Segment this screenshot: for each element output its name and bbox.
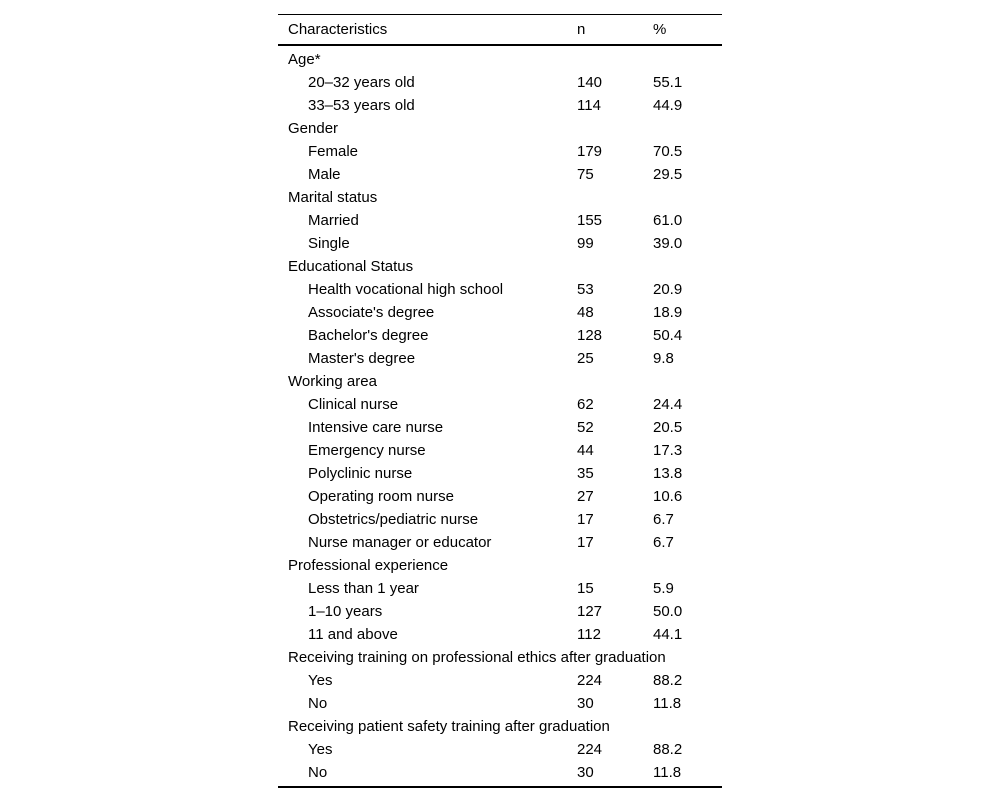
row-percent-value: 11.8 (653, 695, 682, 712)
row-n-value: 62 (577, 396, 594, 413)
row-n-value: 224 (577, 672, 603, 689)
row-percent-value: 44.1 (653, 626, 683, 643)
row-label: Master's degree (308, 350, 416, 367)
section-label: Receiving patient safety training after graduation (288, 718, 610, 735)
section-header-row (288, 646, 722, 669)
table-row (288, 577, 722, 600)
row-percent-value: 11.8 (653, 764, 682, 781)
section-label: Working area (288, 373, 377, 390)
row-n-value: 25 (577, 350, 594, 367)
table-row (288, 416, 722, 439)
row-n-value: 52 (577, 419, 594, 436)
table-row (288, 324, 722, 347)
row-label: 33–53 years old (308, 97, 415, 114)
row-n-value: 155 (577, 212, 603, 229)
row-label: Less than 1 year (308, 580, 419, 597)
row-label: Yes (308, 741, 333, 758)
row-label: No (308, 695, 328, 712)
table-row (288, 462, 722, 485)
table-row (288, 508, 722, 531)
table-row (288, 94, 722, 117)
row-label: Operating room nurse (308, 488, 454, 505)
row-label: Female (308, 143, 359, 160)
column-header-percent: % (653, 21, 667, 38)
table-row (288, 669, 722, 692)
row-n-value: 48 (577, 304, 594, 321)
row-label: 11 and above (308, 626, 398, 643)
row-label: Single (308, 235, 350, 252)
row-percent-value: 70.5 (653, 143, 683, 160)
row-percent-value: 5.9 (653, 580, 674, 597)
row-percent-value: 18.9 (653, 304, 683, 321)
table-row (288, 692, 722, 715)
table-row (288, 163, 722, 186)
row-percent-value: 39.0 (653, 235, 683, 252)
section-label: Marital status (288, 189, 378, 206)
row-label: Obstetrics/pediatric nurse (308, 511, 479, 528)
row-n-value: 17 (577, 511, 594, 528)
table-row (288, 71, 722, 94)
row-label: Nurse manager or educator (308, 534, 492, 551)
row-label: Associate's degree (308, 304, 435, 321)
table-row (288, 347, 722, 370)
row-n-value: 140 (577, 74, 603, 91)
table-row (288, 600, 722, 623)
row-n-value: 35 (577, 465, 594, 482)
row-label: Emergency nurse (308, 442, 426, 459)
row-percent-value: 88.2 (653, 741, 683, 758)
column-header-characteristics: Characteristics (288, 21, 388, 38)
table-body (278, 46, 722, 786)
row-percent-value: 29.5 (653, 166, 683, 183)
table-row (288, 485, 722, 508)
table-row (288, 278, 722, 301)
row-label: 20–32 years old (308, 74, 415, 91)
row-label: 1–10 years (308, 603, 383, 620)
section-header-row (288, 117, 722, 140)
section-header-row (288, 186, 722, 209)
table-row (288, 623, 722, 646)
section-header-row (288, 715, 722, 738)
table-row (288, 761, 722, 784)
row-label: Health vocational high school (308, 281, 504, 298)
table-header-row (278, 15, 722, 46)
row-n-value: 75 (577, 166, 594, 183)
row-n-value: 224 (577, 741, 603, 758)
row-percent-value: 50.0 (653, 603, 683, 620)
section-header-row (288, 554, 722, 577)
row-percent-value: 20.5 (653, 419, 683, 436)
row-percent-value: 6.7 (653, 511, 674, 528)
row-percent-value: 44.9 (653, 97, 683, 114)
section-header-row (288, 370, 722, 393)
row-percent-value: 20.9 (653, 281, 683, 298)
section-label: Professional experience (288, 557, 449, 574)
row-percent-value: 9.8 (653, 350, 674, 367)
row-percent-value: 24.4 (653, 396, 683, 413)
section-header-row (288, 48, 722, 71)
row-label: Clinical nurse (308, 396, 399, 413)
row-label: Yes (308, 672, 333, 689)
column-header-n: n (577, 21, 586, 38)
row-label: Bachelor's degree (308, 327, 429, 344)
row-label: Intensive care nurse (308, 419, 444, 436)
row-label: Male (308, 166, 341, 183)
row-n-value: 17 (577, 534, 594, 551)
table-row (288, 531, 722, 554)
row-n-value: 30 (577, 764, 594, 781)
table-row (288, 738, 722, 761)
row-percent-value: 55.1 (653, 74, 683, 91)
table-row (288, 439, 722, 462)
row-percent-value: 61.0 (653, 212, 683, 229)
table-row (288, 209, 722, 232)
section-label: Receiving training on professional ethics after graduation (288, 649, 666, 666)
row-n-value: 112 (577, 626, 601, 643)
row-n-value: 15 (577, 580, 594, 597)
row-percent-value: 17.3 (653, 442, 683, 459)
table-row (288, 301, 722, 324)
row-n-value: 44 (577, 442, 594, 459)
characteristics-table (278, 14, 722, 788)
row-n-value: 99 (577, 235, 594, 252)
row-percent-value: 6.7 (653, 534, 674, 551)
row-percent-value: 10.6 (653, 488, 683, 505)
section-label: Gender (288, 120, 339, 137)
row-n-value: 128 (577, 327, 603, 344)
row-percent-value: 88.2 (653, 672, 683, 689)
row-percent-value: 13.8 (653, 465, 683, 482)
row-percent-value: 50.4 (653, 327, 683, 344)
row-label: No (308, 764, 328, 781)
table-row (288, 140, 722, 163)
row-n-value: 114 (577, 97, 601, 114)
table-row (288, 393, 722, 416)
row-label: Polyclinic nurse (308, 465, 413, 482)
section-header-row (288, 255, 722, 278)
row-n-value: 30 (577, 695, 594, 712)
row-label: Married (308, 212, 359, 229)
row-n-value: 179 (577, 143, 603, 160)
row-n-value: 53 (577, 281, 594, 298)
section-label: Educational Status (288, 258, 414, 275)
section-label: Age* (288, 51, 321, 68)
row-n-value: 127 (577, 603, 603, 620)
table-row (288, 232, 722, 255)
row-n-value: 27 (577, 488, 594, 505)
